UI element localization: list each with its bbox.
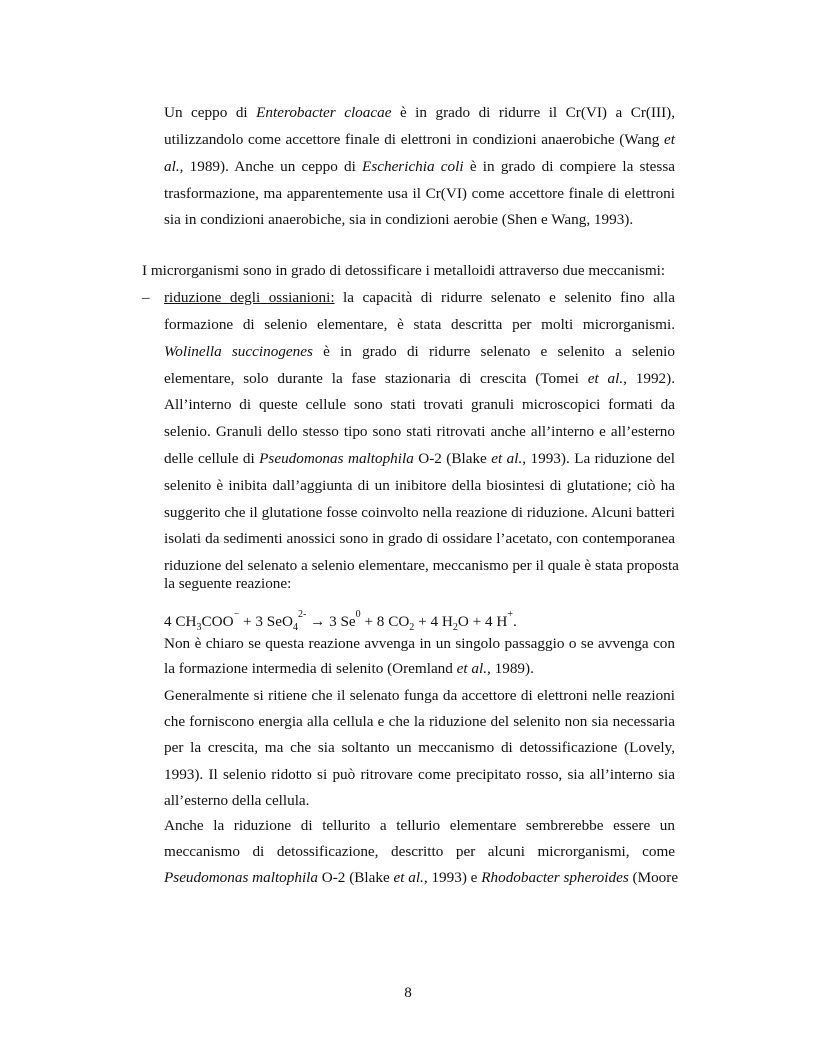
text-line: 1993). Il selenio ridotto si può ritrovare come precipitato rosso, sia all’interno sia	[164, 766, 675, 783]
text-line: sia in condizioni anaerobiche, sia in condizioni aerobie (Shen e Wang, 1993).	[164, 211, 634, 228]
text-line: All’interno di queste cellule sono stati trovati granuli microscopici formati da	[164, 396, 675, 413]
list-item-heading-line: riduzione degli ossianioni: la capacità di ridurre selenato e selenito fino alla	[164, 289, 675, 306]
text-line: riduzione del selenato a selenio elementare, meccanismo per il quale è stata proposta	[164, 557, 679, 574]
text-line: per la crescita, ma che sia soltanto un meccanismo di detossificazione (Lovely,	[164, 739, 675, 756]
text-line: meccanismo di detossificazione, descritto per alcuni microrganismi, come	[164, 843, 675, 860]
text-line: Pseudomonas maltophila O-2 (Blake et al., 1993) e Rhodobacter spheroides (Moore	[164, 869, 679, 886]
text-line: la formazione intermedia di selenito (Oremland et al., 1989).	[164, 660, 534, 677]
chemical-equation: 4 $CH_3COO^- + 3$ SeO$_4^{2-}$ → 3 $Se^0 + 8$ $CO_2 + 4$ $H_2O + 4$ H+.	[164, 609, 517, 633]
text-line: suggerito che il glutatione fosse coinvolto nella reazione di riduzione. Alcuni batteri	[164, 504, 675, 521]
text-line: Anche la riduzione di tellurito a tellurio elementare sembrerebbe essere un	[164, 817, 675, 834]
text-line: Non è chiaro se questa reazione avvenga in un singolo passaggio o se avvenga con	[164, 635, 675, 652]
page-number: 8	[404, 984, 412, 1001]
text-line: formazione di selenio elementare, è stata descritta per molti microrganismi.	[164, 316, 675, 333]
list-dash: –	[142, 289, 150, 306]
text-line: elementare, solo durante la fase stazionaria di crescita (Tomei et al., 1992).	[164, 370, 675, 387]
text-line: al., 1989). Anche un ceppo di Escherichia coli è in grado di compiere la stessa	[164, 158, 675, 175]
text-line: selenio. Granuli dello stesso tipo sono stati ritrovati anche all’interno e all’esterno	[164, 423, 675, 440]
text-line: utilizzandolo come accettore finale di elettroni in condizioni anaerobiche (Wang et	[164, 131, 675, 148]
text-line: Generalmente si ritiene che il selenato funga da accettore di elettroni nelle reazioni	[164, 687, 675, 704]
text-line: all’esterno della cellula.	[164, 792, 310, 809]
text-line: trasformazione, ma apparentemente usa il Cr(VI) come accettore finale di elettroni	[164, 185, 675, 202]
text-line: isolati da sedimenti anossici sono in grado di ossidare l’acetato, con contemporanea	[164, 530, 675, 547]
text-line: Un ceppo di Enterobacter cloacae è in grado di ridurre il Cr(VI) a Cr(III),	[164, 104, 675, 121]
text-line: la seguente reazione:	[164, 575, 292, 592]
text-line: delle cellule di Pseudomonas maltophila O-2 (Blake et al., 1993). La riduzione del	[164, 450, 676, 467]
list-item-heading: riduzione degli ossianioni:	[164, 289, 335, 306]
intro-sentence: I microrganismi sono in grado di detossificare i metalloidi attraverso due meccanismi:	[142, 262, 666, 279]
text-line: selenito è inibita dall’aggiunta di un inibitore della biosintesi di glutatione; ciò ha	[164, 477, 675, 494]
text-line: Wolinella succinogenes è in grado di ridurre selenato e selenito a selenio	[164, 343, 675, 360]
text-line: che forniscono energia alla cellula e che la riduzione del selenito non sia necessaria	[164, 713, 675, 730]
